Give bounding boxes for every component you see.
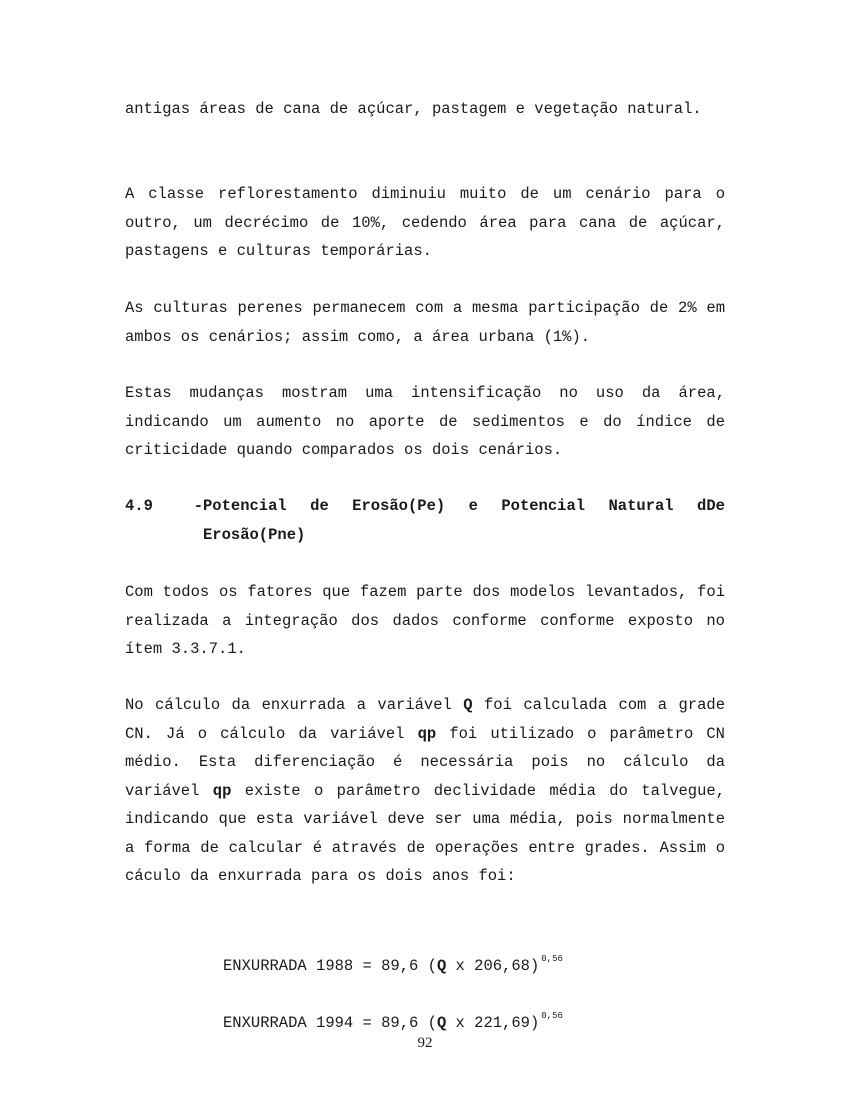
formula-1994-prefix: ENXURRADA 1994 = 89,6 ( — [223, 1014, 437, 1032]
section-title-word: dDe — [697, 497, 725, 515]
section-title-word: de — [310, 497, 329, 515]
paragraph-6 — [125, 691, 725, 891]
section-heading — [125, 492, 725, 549]
section-heading-line-1 — [125, 492, 725, 521]
section-title-line-1 — [203, 492, 725, 521]
section-title-word: Potencial — [501, 497, 586, 515]
page-number: 92 — [417, 1035, 433, 1051]
paragraph-6-text-b: foi calculada com a grade CN. Já o cálculo da variável — [125, 696, 725, 743]
paragraph-6-text-c: foi utilizado o parâmetro CN médio. Esta diferenciação é necessária pois no cálculo da variável — [125, 724, 725, 800]
section-title-word: Potencial — [203, 497, 287, 515]
paragraph-1: antigas áreas de cana de açúcar, pastagem e vegetação natural. — [125, 100, 702, 118]
formula-1994-variable: Q — [436, 1014, 447, 1032]
paragraph-2: A classe reflorestamento diminuiu muito de um cenário para o outro, um decrécimo de 10%, cedendo área para cana de açúcar, pastagens e culturas temporárias. — [125, 185, 725, 260]
formula-1994-suffix: x 221,69) — [446, 1014, 540, 1032]
paragraph-5-text: Com todos os fatores que fazem parte dos modelos levantados, foi realizada a integração dos dados conforme conforme exposto no ítem 3.3.7.1. — [125, 583, 725, 658]
section-number: 4.9 — [125, 497, 153, 515]
formula-1988-prefix: ENXURRADA 1988 = 89,6 ( — [223, 957, 437, 975]
paragraph-6-text-a: No cálculo da enxurrada a variável — [125, 696, 464, 714]
formula-1988-suffix: x 206,68) — [446, 957, 540, 975]
section-title-word: Erosão(Pe) — [352, 497, 446, 515]
section-dash: - — [193, 497, 203, 515]
formula-1994 — [223, 1005, 563, 1034]
section-title-line-2: Erosão(Pne) — [203, 525, 306, 544]
paragraph-4: Estas mudanças mostram uma intensificação no uso da área, indicando um aumento no aporte de sedimentos e do índice de criticidade quando comparados os dois cenários. — [125, 384, 725, 459]
variable-qp-1: qp — [417, 724, 437, 743]
formula-1994-exponent: 0,56 — [541, 1011, 563, 1021]
paragraph-5 — [125, 578, 725, 664]
paragraph-3: As culturas perenes permanecem com a mesma participação de 2% em ambos os cenários; assim como, a área urbana (1%). — [125, 299, 725, 346]
formula-1988-exponent: 0,56 — [541, 954, 563, 964]
variable-q: Q — [463, 696, 473, 714]
formula-1988 — [223, 948, 563, 977]
section-title-word: Natural — [608, 497, 674, 515]
variable-qp-2: qp — [212, 781, 232, 800]
paragraph-6-text-d: existe o parâmetro declividade média do talvegue, indicando que esta variável deve ser uma média, pois normalmente a forma de calcular é através de operações entre grades. Assim o cáculo da enxurrada para os dois anos foi: — [125, 781, 726, 885]
formula-1988-variable: Q — [436, 957, 447, 975]
section-title-word: e — [468, 497, 478, 515]
section-number-group — [125, 492, 203, 521]
